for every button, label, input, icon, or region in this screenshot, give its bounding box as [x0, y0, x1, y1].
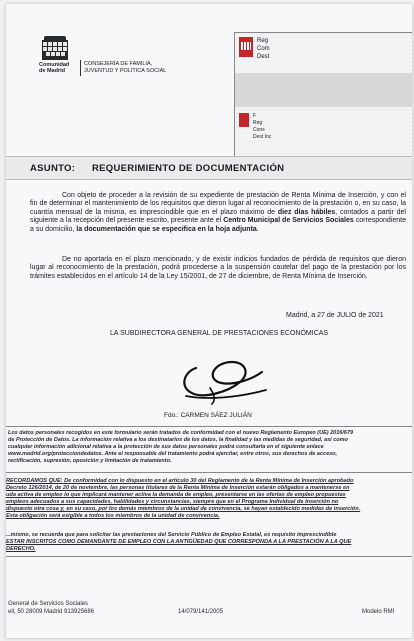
logo-divider: [80, 60, 81, 76]
divider-2: [6, 472, 412, 473]
footer-model: Modelo RMI: [362, 609, 395, 615]
privacy-notice: Los datos personales recogidos en este formulario serán tratados de conformidad con el nuevo Reglamento Europeo (UE) 2016/679 de Protección de Datos. La información relativa a los destinatarios de los datos, la finalidad y las medidas de seguridad, así como cualquier información adicional relativa a la protección de sus datos personales podrá consultarla en el siguiente enlace www.madrid.org/protecciondedatos. Ante el responsable del tratamiento podrá ejercitar, entre otros, sus derechos de acceso, rectificación, supresión, oposición y limitación de tratamiento.: [8, 430, 354, 464]
reminder-notice: RECORDAMOS QUE: De conformidad con lo dispuesto en el artículo 30 del Reglamento de la Renta Mínima de Inserción aprobado Decreto 126/2014, de 20 de noviembre, las personas titulares de la Renta Mínima de Inserción estarán obligados a mantenerse en uda activa de empleo lo que implicará mantener activa la demanda de empleo, presentarse en las ofertas de empleo propuestas empleos adecuados a sus capacidades, habilidades y circunstancias, siempre que en el Programa Individual de Inserción no dispuesto otra cosa y, en su caso, por los demás miembros de la unidad de convivencia, se hayan establecido medidas de inserción. Esta obligación será exigible a todos los miembros de la unidad de convivencia.: [6, 478, 361, 519]
footer-code: 14/079/141/2005: [178, 609, 224, 615]
divider-3: [6, 556, 412, 557]
registry-stamp: [234, 32, 412, 162]
stamp-logo-icon: [239, 37, 253, 57]
brand-name: Comunidad de Madrid: [39, 62, 70, 74]
body-paragraph-1: Con objeto de proceder a la revisión de su expediente de prestación de Renta Mínima de Inserción, y con el fin de determinar el mantenimiento de los requisitos que dieron lugar al reconocimiento de la prestación o, en su caso, la cuantía mensual de la misma, es imprescindible que en el plazo máximo de diez días hábiles, contados a partir del siguiente a la recepción del presente escrito, presente ante el Centro Municipal de Servicios Sociales correspondiente a su domicilio, la documentación que se especifica en la hoja adjunta.: [30, 192, 406, 233]
subject-label: ASUNTO:: [30, 163, 76, 174]
signer-name: Fdo.: CARMEN SÁEZ JULIÁN: [164, 412, 252, 419]
body-paragraph-2: De no aportarla en el plazo mencionado, y de existir indicios fundados de pérdida de requisitos que dieron lugar al reconocimiento de la prestación, podrá procederse a la suspensión cautelar del pago de la prestación por los trámites establecidos en el artículo 14 de la Ley 15/2001, de 27 de diciembre, de Renta Mínima de Inserción.: [30, 256, 406, 280]
stamp-text-2: F Reg Cons Dest Inc: [253, 113, 272, 140]
subject-bar: [6, 156, 412, 180]
stamp-logo-icon-2: [239, 113, 249, 127]
subject-title: REQUERIMIENTO DE DOCUMENTACIÓN: [92, 163, 285, 174]
stamp-text: Reg Com Dest: [257, 38, 270, 60]
stars-icon: [42, 42, 68, 56]
divider-1: [6, 426, 412, 427]
document-page: [6, 4, 412, 638]
footer-address: General de Servicios Sociales ell, 50 28009 Madrid 913925686: [8, 601, 95, 615]
stamp-shaded-area: [235, 73, 412, 107]
employment-note: ...mismo, se recuerda que para solicitar las prestaciones del Servicio Público de Empleo Estatal, es requisito imprescindible ESTAR INSCRITOS COMO DEMANDANTE DE EMPLEO CON LA ANTIGÜEDAD QUE CORRESPONDA A LA PRESTACIÓN A LA QUE DERECHO.: [6, 532, 352, 552]
handwritten-signature: [166, 342, 276, 408]
signer-title: LA SUBDIRECTORA GENERAL DE PRESTACIONES ECONÓMICAS: [110, 330, 329, 337]
department-name: CONSEJERÍA DE FAMILIA, JUVENTUD Y POLÍTICA SOCIAL: [84, 61, 167, 74]
document-date: Madrid, a 27 de JULIO de 2021: [286, 312, 384, 319]
